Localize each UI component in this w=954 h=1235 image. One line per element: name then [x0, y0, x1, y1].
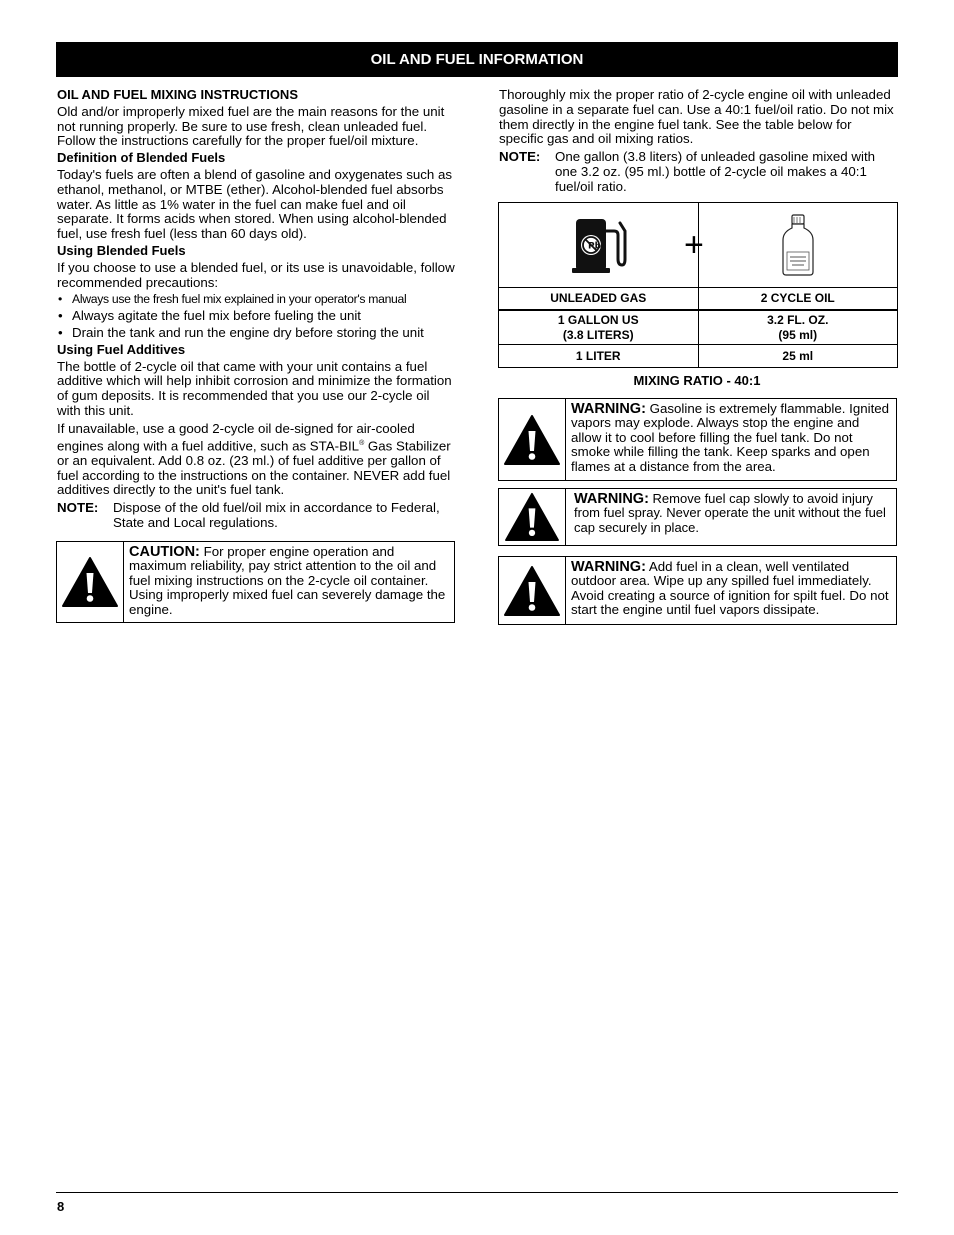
warning-text: Gasoline is extremely flammable. Ignited vapors may explode. Always stop the engine and allow it to cool before filling the fuel tank. Do not smoke while filling the tank. Keep sparks and open flames at a distance from the area.: [571, 401, 890, 474]
plus-sign: +: [684, 226, 704, 264]
mixing-intro-paragraph: Thoroughly mix the proper ratio of 2-cycle engine oil with unleaded gasoline in a separate fuel can. Use a 40:1 fuel/oil ratio. Do not mix them directly in the engine fuel tank. See the table below for specific gas and oil mixing ratios.: [499, 87, 894, 147]
warning-icon-cell: [499, 557, 566, 624]
section-header: [56, 42, 898, 77]
disposal-note: [57, 501, 455, 531]
note-label: NOTE:: [499, 149, 541, 165]
mixing-instructions-heading: OIL AND FUEL MIXING INSTRUCTIONS: [57, 87, 298, 102]
caution-text-block: [124, 542, 454, 622]
warning-title: WARNING:: [574, 491, 649, 507]
footer-divider: [56, 1192, 898, 1193]
precautions-list: [57, 292, 455, 340]
gas-image-cell: [499, 203, 699, 287]
header-unleaded-gas: UNLEADED GAS: [499, 288, 699, 309]
warning-icon-cell: [499, 399, 566, 480]
warning-text-block: [566, 489, 896, 545]
registered-mark: ®: [359, 439, 365, 447]
section-title: OIL AND FUEL INFORMATION: [370, 51, 584, 68]
warning-title: WARNING:: [571, 401, 646, 417]
intro-paragraph: Old and/or improperly mixed fuel are the main reasons for the unit not running properly. Be sure to use fresh, clean unleaded fuel. Follow the instructions carefully for the proper fuel/oil mixture.: [57, 103, 445, 149]
list-item: • Always use the fresh fuel mix explained in your operator's manual: [57, 292, 455, 307]
warning-icon-cell: [499, 489, 566, 545]
table-header-row: [499, 288, 897, 311]
list-item: • Drain the tank and run the engine dry before storing the unit: [57, 326, 455, 341]
table-cell: 25 ml: [782, 348, 814, 363]
warning-box-fuel-cap: [498, 488, 897, 546]
note-text: One gallon (3.8 liters) of unleaded gasoline mixed with one 3.2 oz. (95 ml.) bottle of 2-cycle oil makes a 40:1 fuel/oil ratio.: [555, 149, 876, 194]
using-blended-fuels-text: If you choose to use a blended fuel, or its use is unavoidable, follow recommended precautions:: [57, 259, 455, 290]
svg-text:Pb: Pb: [588, 241, 602, 252]
fuel-additives-text-2: If unavailable, use a good 2-cycle oil de-signed for air-cooled engines along with a fuel additive, such as STA-BIL® Gas Stabilizer or an equivalent. Add 0.8 oz. (23 ml.) of fuel additive per gallon of fuel according to the instructions on the container. NEVER add fuel additives directly to the unit's fuel tank.: [57, 420, 451, 498]
warning-triangle-icon: [503, 414, 561, 466]
table-row: [499, 311, 897, 345]
fuel-additives-text-1: The bottle of 2-cycle oil that came with your unit contains a fuel additive which will help inhibit corrosion and minimize the formation of gum deposits. It is recommended that you use our 2-cycle oil with this unit.: [57, 358, 452, 418]
table-cell: 1 GALLON US (3.8 LITERS): [499, 311, 699, 344]
blended-fuels-definition-heading: Definition of Blended Fuels: [57, 150, 226, 166]
table-cell: 1 LITER: [499, 345, 699, 367]
list-item: • Always agitate the fuel mix before fueling the unit: [57, 309, 455, 324]
note-text: Dispose of the old fuel/oil mix in accordance to Federal, State and Local regulations.: [113, 500, 440, 530]
blended-fuels-definition-text: Today's fuels are often a blend of gasoline and oxygenates such as ethanol, methanol, or MTBE (ether). Alcohol-blended fuel absorbs water. As little as 1% water in the fuel can make fuel and oil separate. It forms acids when stored. When using alcohol-blended fuel, use fresh fuel (less than 60 days old).: [57, 166, 453, 242]
warning-triangle-icon: [503, 565, 561, 617]
left-column: [57, 88, 455, 531]
caution-box: [56, 541, 455, 623]
gas-pump-icon: [568, 215, 628, 275]
table-row: [499, 345, 897, 367]
warning-text-block: [566, 557, 896, 624]
caution-title: CAUTION:: [129, 544, 200, 560]
page-number: 8: [57, 1199, 65, 1214]
warning-triangle-icon: [503, 492, 561, 542]
table-cell: 3.2 FL. OZ. (95 ml): [767, 312, 829, 342]
warning-text: Remove fuel cap slowly to avoid injury from fuel spray. Never operate the unit without the fuel cap securely in place.: [574, 491, 886, 535]
warning-triangle-icon: [61, 556, 119, 608]
header-2-cycle-oil: 2 CYCLE OIL: [760, 291, 835, 305]
right-column: [499, 88, 897, 195]
caution-icon-cell: [57, 542, 124, 622]
oil-image-cell: [699, 203, 898, 287]
fuel-additives-heading: Using Fuel Additives: [57, 341, 186, 357]
warning-title: WARNING:: [571, 559, 646, 575]
warning-box-flammable: [498, 398, 897, 481]
warning-box-ventilation: [498, 556, 897, 625]
caution-text: For proper engine operation and maximum reliability, pay strict attention to the oil and fuel mixing instructions on the 2-cycle oil container. Using improperly mixed fuel can severely damage the engine.: [129, 544, 446, 617]
warning-text: Add fuel in a clean, well ventilated outdoor area. Wipe up any spilled fuel immediately. Avoid creating a source of ignition for spilt fuel. Do not start the engine until fuel vapors dissipate.: [571, 559, 889, 618]
note-label: NOTE:: [57, 500, 99, 516]
oil-bottle-icon: [781, 214, 815, 276]
mixing-ratio-caption: MIXING RATIO - 40:1: [633, 373, 761, 388]
using-blended-fuels-heading: Using Blended Fuels: [57, 242, 186, 258]
mixing-note: [499, 150, 897, 194]
warning-text-block: [566, 399, 896, 480]
